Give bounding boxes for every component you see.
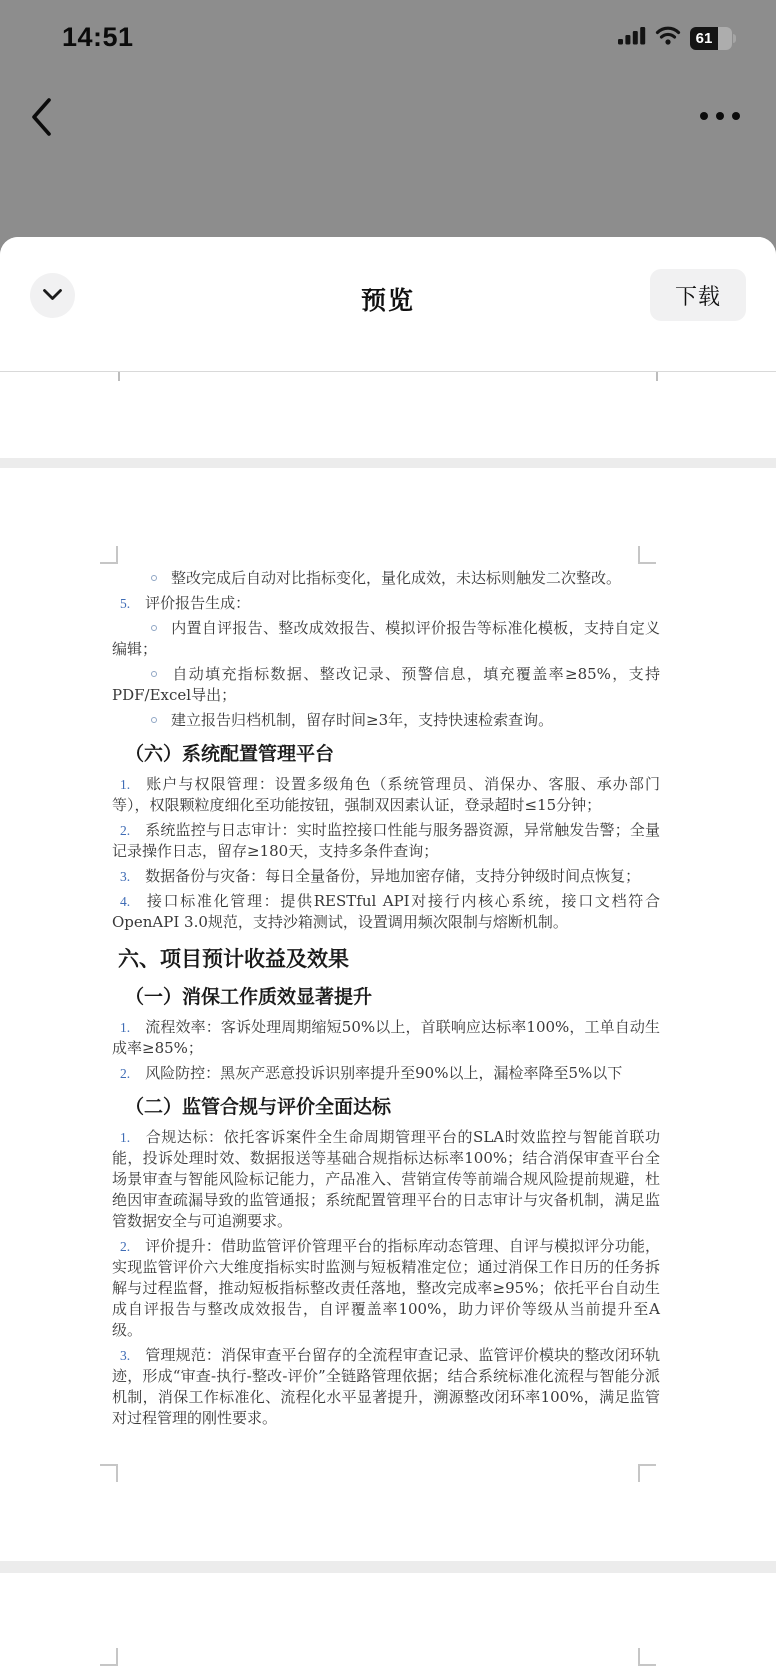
paragraph-text: 流程效率：客诉处理周期缩短50%以上，首联响应达标率100%，工单自动生成率≥85%； xyxy=(112,1018,660,1057)
doc-numbered-paragraph xyxy=(112,1345,660,1429)
header-padding xyxy=(0,331,776,371)
download-button[interactable]: 下载 xyxy=(650,269,746,321)
paragraph-text: 合规达标：依托客诉案件全生命周期管理平台的SLA时效监控与智能首联功能，投诉处理时效、数据报送等基础合规指标达标率100%；结合消保审查平台全场景审查与智能风险标记能力，产品准入、营销宣传等前端合规风险提前规避，杜绝因审查疏漏导致的监管通报；系统配置管理平台的日志审计与灾备机制，满足监管数据安全与可追溯要求。 xyxy=(112,1128,660,1230)
paragraph-text: 系统监控与日志审计：实时监控接口性能与服务器资源，异常触发告警；全量记录操作日志，留存≥180天，支持多条件查询； xyxy=(112,821,660,860)
paragraph-text: 评价报告生成： xyxy=(145,594,251,612)
battery-icon xyxy=(690,27,736,50)
paragraph-text: 账户与权限管理：设置多级角色（系统管理员、消保办、客服、承办部门等），权限颗粒度细化至功能按钮，强制双因素认证，登录超时≤15分钟； xyxy=(112,775,660,814)
bullet-circle-icon xyxy=(151,625,157,631)
list-number: 2. xyxy=(120,1239,131,1254)
list-number: 5. xyxy=(120,596,131,611)
paragraph-text: 数据备份与灾备：每日全量备份，异地加密存储，支持分钟级时间点恢复； xyxy=(145,867,641,885)
sheet-header xyxy=(0,237,776,331)
wifi-icon xyxy=(655,26,681,50)
list-number: 4. xyxy=(120,894,131,909)
bullet-circle-icon xyxy=(151,575,157,581)
page-gap xyxy=(0,458,776,468)
doc-bullet-paragraph xyxy=(112,664,660,706)
list-number: 1. xyxy=(120,1020,131,1035)
document-scroll-area[interactable] xyxy=(0,371,776,1679)
doc-numbered-paragraph xyxy=(112,820,660,862)
doc-heading: （二）监管合规与评价全面达标 xyxy=(125,1096,392,1118)
paragraph-text: 接口标准化管理：提供RESTful API对接行内核心系统，接口文档符合OpenAPI 3.0规范，支持沙箱测试，设置调用频次限制与熔断机制。 xyxy=(112,892,660,931)
doc-numbered-paragraph xyxy=(112,891,660,933)
paragraph-text: 风险防控：黑灰产恶意投诉识别率提升至90%以上，漏检率降至5%以下 xyxy=(145,1064,623,1082)
list-number: 2. xyxy=(120,1066,131,1081)
page-corner-mark xyxy=(638,1648,656,1666)
battery-empty-segment xyxy=(718,27,732,50)
doc-numbered-paragraph xyxy=(112,1127,660,1232)
back-button[interactable] xyxy=(28,96,55,141)
paragraph-text: 评价提升：借助监管评价管理平台的指标库动态管理、自评与模拟评分功能，实现监管评价六大维度指标实时监测与短板精准定位；通过消保工作日历的任务拆解与过程监督，推动短板指标整改责任落地，整改完成率≥95%；依托平台自动生成自评报告与整改成效报告，自评覆盖率100%，助力评价等级从当前提升至A级。 xyxy=(112,1237,660,1339)
paragraph-text: 建立报告归档机制，留存时间≥3年，支持快速检索查询。 xyxy=(171,711,554,729)
doc-numbered-paragraph xyxy=(112,593,660,614)
list-number: 2. xyxy=(120,823,131,838)
cellular-signal-icon xyxy=(618,27,646,50)
page-corner-mark xyxy=(100,1464,118,1482)
doc-bullet-paragraph xyxy=(112,710,660,731)
page-corner-mark xyxy=(100,1648,118,1666)
paragraph-text: 自动填充指标数据、整改记录、预警信息，填充覆盖率≥85%，支持PDF/Excel导出； xyxy=(112,665,660,704)
preview-sheet xyxy=(0,237,776,1679)
doc-heading: 六、项目预计收益及效果 xyxy=(118,947,349,971)
page-gap xyxy=(0,1561,776,1573)
more-options-button[interactable] xyxy=(700,112,740,120)
document-page-previous xyxy=(0,372,776,458)
doc-heading: （一）消保工作质效显著提升 xyxy=(125,986,373,1008)
doc-numbered-paragraph xyxy=(112,1017,660,1059)
page-margin-tick xyxy=(118,372,120,381)
list-number: 3. xyxy=(120,869,131,884)
bullet-circle-icon xyxy=(151,717,157,723)
status-icons xyxy=(618,26,736,50)
list-number: 3. xyxy=(120,1348,131,1363)
doc-bullet-paragraph xyxy=(112,568,660,589)
doc-numbered-paragraph xyxy=(112,774,660,816)
doc-numbered-paragraph xyxy=(112,1236,660,1341)
doc-bullet-paragraph xyxy=(112,618,660,660)
list-number: 1. xyxy=(120,1130,131,1145)
battery-percent: 61 xyxy=(690,27,718,50)
document-page-current xyxy=(0,468,776,1561)
doc-numbered-paragraph xyxy=(112,866,660,887)
battery-nub xyxy=(733,34,736,43)
doc-heading: （六）系统配置管理平台 xyxy=(125,743,335,765)
paragraph-text: 内置自评报告、整改成效报告、模拟评价报告等标准化模板，支持自定义编辑； xyxy=(112,619,660,658)
paragraph-text: 整改完成后自动对比指标变化，量化成效，未达标则触发二次整改。 xyxy=(171,569,622,587)
page-corner-mark xyxy=(638,546,656,564)
status-time: 14:51 xyxy=(62,22,134,52)
bullet-circle-icon xyxy=(151,671,157,677)
list-number: 1. xyxy=(120,777,131,792)
page-corner-mark xyxy=(100,546,118,564)
page-corner-mark xyxy=(638,1464,656,1482)
paragraph-text: 管理规范：消保审查平台留存的全流程审查记录、监管评价模块的整改闭环轨迹，形成“审查-执行-整改-评价”全链路管理依据；结合系统标准化流程与智能分派机制，消保工作标准化、流程化水平显著提升，溯源整改闭环率100%，满足监管对过程管理的刚性要求。 xyxy=(112,1346,660,1427)
doc-numbered-paragraph xyxy=(112,1063,660,1084)
ellipsis-icon xyxy=(700,112,708,120)
page-title: 预览 xyxy=(360,287,415,315)
document-page-next xyxy=(0,1573,776,1679)
page-margin-tick xyxy=(656,372,658,381)
doc-content xyxy=(112,568,660,1433)
back-chevron-icon xyxy=(28,126,55,141)
